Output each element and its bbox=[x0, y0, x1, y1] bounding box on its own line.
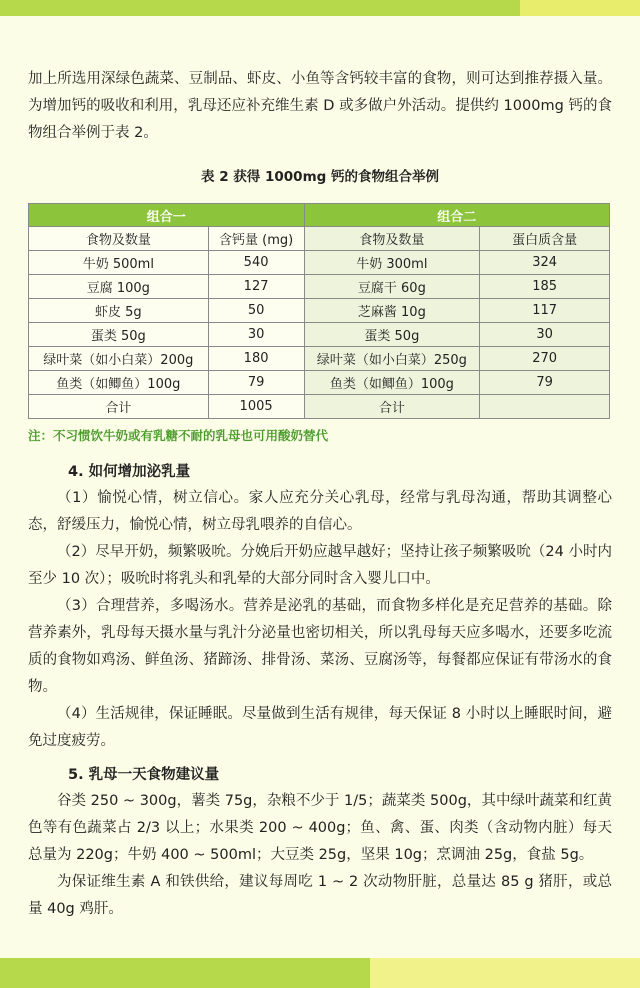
table-cell: 79 bbox=[480, 371, 610, 395]
column-header: 蛋白质含量 bbox=[480, 227, 610, 251]
table-cell: 合计 bbox=[29, 395, 209, 419]
intro-paragraph: 加上所选用深绿色蔬菜、豆制品、虾皮、小鱼等含钙较丰富的食物，则可达到推荐摄入量。为增加钙的吸收和利用，乳母还应补充维生素 D 或多做户外活动。提供约 1000mg 钙的食物组合举例于表 2。 bbox=[28, 71, 612, 141]
page-content bbox=[28, 66, 612, 923]
column-header: 食物及数量 bbox=[304, 227, 480, 251]
table-cell: 豆腐 100g bbox=[29, 275, 209, 299]
table-cell: 牛奶 300ml bbox=[304, 251, 480, 275]
table-cell: 30 bbox=[208, 323, 304, 347]
table-cell: 1005 bbox=[208, 395, 304, 419]
table-cell: 鱼类（如鲫鱼）100g bbox=[29, 371, 209, 395]
column-header: 食物及数量 bbox=[29, 227, 209, 251]
table-cell: 127 bbox=[208, 275, 304, 299]
table-row bbox=[29, 299, 610, 323]
table-cell: 蛋类 50g bbox=[29, 323, 209, 347]
table-cell: 50 bbox=[208, 299, 304, 323]
table-cell: 79 bbox=[208, 371, 304, 395]
table-cell: 540 bbox=[208, 251, 304, 275]
table-cell: 180 bbox=[208, 347, 304, 371]
table-row bbox=[29, 371, 610, 395]
section-4-paragraph: （1）愉悦心情，树立信心。家人应充分关心乳母，经常与乳母沟通，帮助其调整心态，舒缓压力，愉悦心情，树立母乳喂养的自信心。 bbox=[28, 490, 612, 533]
table-cell: 豆腐干 60g bbox=[304, 275, 480, 299]
section-4-paragraph: （4）生活规律，保证睡眠。尽量做到生活有规律，每天保证 8 小时以上睡眠时间，避免过度疲劳。 bbox=[28, 706, 612, 749]
table-cell: 30 bbox=[480, 323, 610, 347]
calcium-combination-table bbox=[28, 203, 610, 419]
bottom-decor-accent bbox=[370, 958, 640, 988]
table-cell: 324 bbox=[480, 251, 610, 275]
group-one-header: 组合一 bbox=[29, 204, 305, 227]
top-decor-accent bbox=[520, 0, 640, 16]
table-cell: 绿叶菜（如小白菜）250g bbox=[304, 347, 480, 371]
table-cell: 185 bbox=[480, 275, 610, 299]
table-cell: 蛋类 50g bbox=[304, 323, 480, 347]
section-4-heading: 4. 如何增加泌乳量 bbox=[68, 464, 191, 480]
table-total-row bbox=[29, 395, 610, 419]
section-4-paragraph: （2）尽早开奶，频繁吸吮。分娩后开奶应越早越好；坚持让孩子频繁吸吮（24 小时内至少 10 次）；吸吮时将乳头和乳晕的大部分同时含入婴儿口中。 bbox=[28, 544, 612, 587]
table-cell: 117 bbox=[480, 299, 610, 323]
table-row bbox=[29, 347, 610, 371]
table-cell bbox=[480, 395, 610, 419]
table-row bbox=[29, 323, 610, 347]
table-note: 注：不习惯饮牛奶或有乳糖不耐的乳母也可用酸奶替代 bbox=[28, 428, 329, 443]
table-cell: 合计 bbox=[304, 395, 480, 419]
table-row bbox=[29, 251, 610, 275]
table-cell: 芝麻酱 10g bbox=[304, 299, 480, 323]
section-5-paragraph: 为保证维生素 A 和铁供给，建议每周吃 1 ~ 2 次动物肝脏，总量达 85 g 猪肝，或总量 40g 鸡肝。 bbox=[28, 874, 612, 917]
section-4-paragraph: （3）合理营养，多喝汤水。营养是泌乳的基础，而食物多样化是充足营养的基础。除营养素外，乳母每天摄水量与乳汁分泌量也密切相关，所以乳母每天应多喝水，还要多吃流质的食物如鸡汤、鲜鱼汤、猪蹄汤、排骨汤、菜汤、豆腐汤等，每餐都应保证有带汤水的食物。 bbox=[28, 598, 612, 695]
table-title: 表 2 获得 1000mg 钙的食物组合举例 bbox=[201, 169, 439, 185]
table-row bbox=[29, 275, 610, 299]
section-5-paragraph: 谷类 250 ~ 300g，薯类 75g，杂粮不少于 1/5；蔬菜类 500g，其中绿叶蔬菜和红黄色等有色蔬菜占 2/3 以上；水果类 200 ~ 400g；鱼、禽、蛋、肉类（含动物内脏）每天总量为 220g；牛奶 400 ~ 500ml；大豆类 25g，坚果 10g；烹调油 25g，食盐 5g。 bbox=[28, 793, 612, 863]
bottom-decor-bar bbox=[0, 958, 640, 988]
table-cell: 鱼类（如鲫鱼）100g bbox=[304, 371, 480, 395]
section-5-heading: 5. 乳母一天食物建议量 bbox=[68, 767, 220, 783]
top-decor-bar bbox=[0, 0, 640, 16]
table-cell: 牛奶 500ml bbox=[29, 251, 209, 275]
group-two-header: 组合二 bbox=[304, 204, 609, 227]
table-cell: 270 bbox=[480, 347, 610, 371]
table-cell: 绿叶菜（如小白菜）200g bbox=[29, 347, 209, 371]
table-cell: 虾皮 5g bbox=[29, 299, 209, 323]
column-header: 含钙量 (mg) bbox=[208, 227, 304, 251]
